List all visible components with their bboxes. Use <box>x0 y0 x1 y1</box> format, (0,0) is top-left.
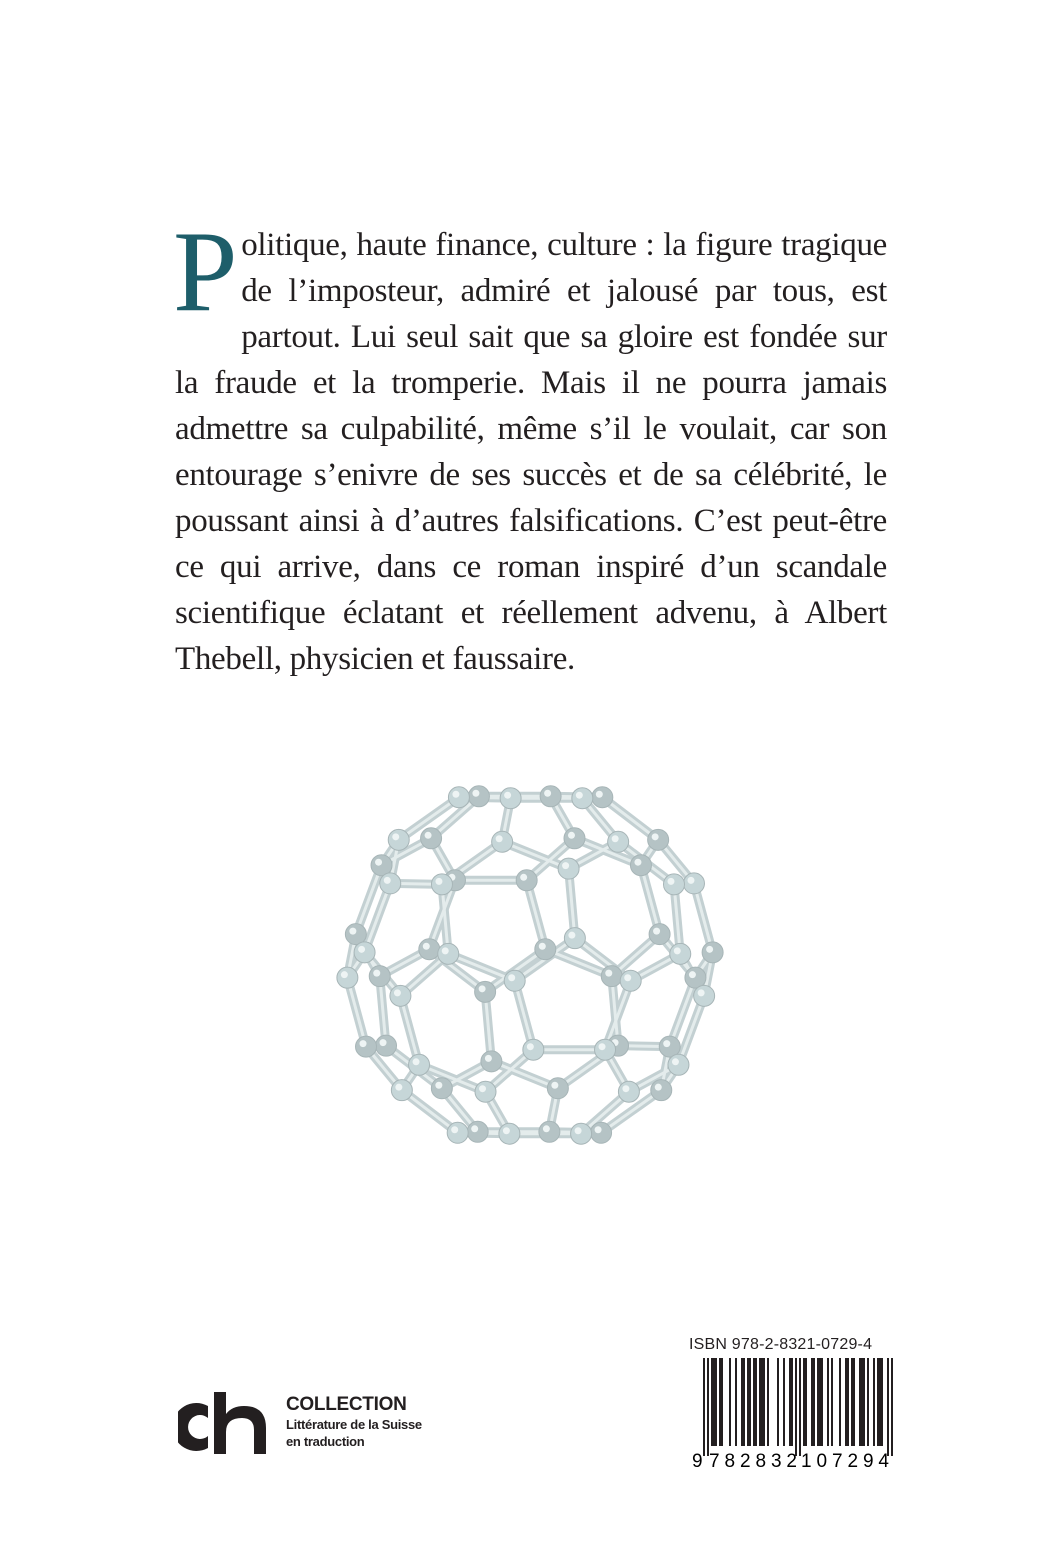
barcode-bar <box>817 1358 819 1446</box>
molecule-atom-highlight <box>479 1085 486 1092</box>
molecule-atom-highlight <box>672 1058 679 1065</box>
molecule-atom-highlight <box>655 1084 662 1091</box>
molecule-atom <box>337 967 358 988</box>
molecule-atom-highlight <box>358 946 365 953</box>
molecule-atom <box>516 870 537 891</box>
molecule-atom-highlight <box>663 1040 670 1047</box>
barcode-bar <box>759 1358 761 1446</box>
barcode-bar <box>845 1358 847 1446</box>
molecule-atom-highlight <box>341 971 348 978</box>
molecule-atom <box>608 831 629 852</box>
barcode-bar <box>721 1358 723 1446</box>
barcode-bar <box>777 1358 779 1446</box>
molecule-atom-highlight <box>543 1125 550 1132</box>
molecule-atom-highlight <box>599 1043 606 1050</box>
molecule-atom-highlight <box>360 1040 367 1047</box>
molecule-atom-highlight <box>442 947 449 954</box>
molecule-atom-highlight <box>384 877 391 884</box>
barcode-bar <box>707 1358 709 1456</box>
molecule-atom <box>448 787 469 808</box>
molecule-atom <box>468 786 489 807</box>
molecule-atom <box>547 1078 568 1099</box>
molecule-atom-highlight <box>435 1082 442 1089</box>
collection-subtitle-line-2: en traduction <box>286 1434 365 1449</box>
barcode-bar <box>891 1358 893 1456</box>
molecule-atom-highlight <box>544 790 551 797</box>
molecule-atom <box>475 981 496 1002</box>
molecule-atom <box>356 1036 377 1057</box>
molecule-atom-highlight <box>596 791 603 798</box>
molecule-atom-highlight <box>479 985 486 992</box>
barcode-bar <box>853 1358 855 1446</box>
molecule-atom-highlight <box>622 1085 629 1092</box>
barcode-bar <box>719 1358 721 1446</box>
molecule-atom <box>571 1123 592 1144</box>
back-cover-blurb <box>173 208 887 682</box>
barcode-bar <box>821 1358 823 1446</box>
molecule-atom-highlight <box>373 970 380 977</box>
molecule-atom <box>369 966 390 987</box>
molecule-atom <box>535 939 556 960</box>
barcode-bar <box>805 1358 807 1446</box>
molecule-atom <box>475 1081 496 1102</box>
publisher-logo <box>178 1392 428 1462</box>
barcode-bar <box>703 1358 705 1456</box>
barcode-bar <box>879 1358 881 1446</box>
molecule-atom <box>447 1122 468 1143</box>
molecule-atom <box>504 970 525 991</box>
molecule-atom <box>409 1054 430 1075</box>
molecule-atom-highlight <box>568 832 575 839</box>
molecule-atom-highlight <box>375 859 382 866</box>
barcode-bar <box>887 1358 889 1456</box>
molecule-atom-highlight <box>652 833 659 840</box>
isbn-barcode <box>689 1336 895 1470</box>
barcode-bar <box>831 1358 833 1446</box>
molecule-atom <box>390 985 411 1006</box>
molecule-atom <box>388 829 409 850</box>
molecule-atom <box>540 786 561 807</box>
collection-subtitle-line-1: Littérature de la Suisse <box>286 1417 422 1432</box>
molecule-atom <box>648 829 669 850</box>
barcode-bar <box>859 1358 861 1446</box>
barcode-bar <box>873 1358 875 1446</box>
barcode-bar <box>729 1358 731 1446</box>
barcode-bar <box>711 1358 713 1446</box>
collection-title: COLLECTION <box>286 1394 407 1415</box>
molecule-atom-highlight <box>551 1082 558 1089</box>
molecule-atom <box>500 788 521 809</box>
molecule-atom <box>572 788 593 809</box>
molecule-atom-highlight <box>624 974 631 981</box>
molecule-atom-highlight <box>527 1043 534 1050</box>
molecule-atom-highlight <box>689 971 696 978</box>
molecule-atom <box>481 1051 502 1072</box>
molecule-atom <box>595 1039 616 1060</box>
barcode-bar <box>713 1358 715 1446</box>
barcode-bar <box>753 1358 755 1446</box>
molecule-atom <box>421 828 442 849</box>
molecule-atom <box>649 924 670 945</box>
molecule-atom <box>523 1039 544 1060</box>
molecule-atom <box>376 1035 397 1056</box>
barcode-bar <box>763 1358 765 1446</box>
molecule-atom-highlight <box>634 859 641 866</box>
barcode-bar <box>767 1358 769 1446</box>
molecule-atom <box>668 1054 689 1075</box>
molecule-atom-highlight <box>568 932 575 939</box>
molecule-atom <box>618 1081 639 1102</box>
barcode-bar <box>789 1358 791 1446</box>
barcode-bar <box>747 1358 749 1446</box>
barcode-bar <box>799 1358 801 1456</box>
molecule-atom <box>670 943 691 964</box>
molecule-atom-highlight <box>413 1058 420 1065</box>
molecule-atom <box>431 874 452 895</box>
molecule-atom <box>431 1078 452 1099</box>
molecule-atom-highlight <box>706 946 713 953</box>
molecule-atom-highlight <box>496 835 503 842</box>
blurb-text: olitique, haute finance, culture : la figure tragique de l’imposteur, admiré et jalousé par tous, est partout. Lui seul sait que sa gloire est fondée sur la fraude et la tromperie. Mais il ne pourra jamais admettre sa culpabilité, même s’il le voulait, car son entourage s’enivre de ses succès et de sa célébrité, le poussant ainsi à d’autres falsifications. C’est peut-être ce qui arrive, dans ce roman inspiré d’un scandale scientifique éclatant et réellement advenu, à Albert Thebell, physicien et faussaire. <box>175 227 887 677</box>
molecule-atom-highlight <box>392 833 399 840</box>
molecule-atom-highlight <box>520 874 527 881</box>
molecule-atom-highlight <box>562 862 569 869</box>
fullerene-molecule-icon <box>330 765 730 1165</box>
molecule-atom-highlight <box>471 1125 478 1132</box>
molecule-atom-highlight <box>472 790 479 797</box>
barcode-bar <box>715 1358 717 1446</box>
barcode-bar <box>839 1358 841 1446</box>
barcode-bar <box>847 1358 849 1446</box>
barcode-bar <box>755 1358 757 1446</box>
molecule-atom <box>354 942 375 963</box>
barcode-left-digits: 782832 <box>709 1451 797 1470</box>
molecule-atom-highlight <box>435 878 442 885</box>
molecule-atom-highlight <box>504 792 511 799</box>
molecule-atom <box>380 873 401 894</box>
barcode-bar <box>851 1358 853 1446</box>
isbn-label: ISBN 978-2-8321-0729-4 <box>689 1336 873 1353</box>
barcode-bar <box>863 1358 865 1446</box>
molecule-atom <box>467 1121 488 1142</box>
molecule-atom <box>694 985 715 1006</box>
drop-cap: P <box>173 208 238 336</box>
molecule-atom <box>564 928 585 949</box>
barcode-bar <box>783 1358 785 1446</box>
molecule-atom <box>558 858 579 879</box>
molecule-atom-highlight <box>653 928 660 935</box>
molecule-atom-highlight <box>539 943 546 950</box>
barcode-bar <box>861 1358 863 1446</box>
molecule-atom <box>539 1121 560 1142</box>
barcode-bar <box>819 1358 821 1446</box>
molecule-atom-highlight <box>508 974 515 981</box>
barcode-bar <box>811 1358 813 1446</box>
barcode-bar <box>735 1358 737 1446</box>
molecule-atom <box>492 831 513 852</box>
molecule-atom <box>592 787 613 808</box>
molecule-atom-highlight <box>395 1084 402 1091</box>
barcode-bar <box>877 1358 879 1446</box>
molecule-atom-highlight <box>425 832 432 839</box>
molecule-atom-highlight <box>667 878 674 885</box>
molecule-atom <box>391 1080 412 1101</box>
molecule-atom-highlight <box>575 1127 582 1134</box>
molecule-atom <box>630 855 651 876</box>
barcode-bar <box>743 1358 745 1446</box>
molecule-atom-highlight <box>698 989 705 996</box>
molecule-atom <box>591 1122 612 1143</box>
barcode-first-digit: 9 <box>692 1451 703 1470</box>
molecule-atom-highlight <box>605 970 612 977</box>
molecule-atom-highlight <box>394 989 401 996</box>
molecule-atom-highlight <box>452 791 459 798</box>
barcode-bar <box>761 1358 763 1446</box>
molecule-atom <box>419 939 440 960</box>
molecule-atom-highlight <box>380 1039 387 1046</box>
barcode-bar <box>741 1358 743 1446</box>
molecule-atom-highlight <box>485 1055 492 1062</box>
molecule-atom <box>702 942 723 963</box>
molecule-atom-highlight <box>451 1126 458 1133</box>
ch-logo-mark <box>178 1392 278 1456</box>
barcode-bar <box>803 1358 805 1446</box>
molecule-atom <box>620 970 641 991</box>
barcode-right-digits: 107294 <box>801 1451 889 1470</box>
molecule-atom <box>438 943 459 964</box>
molecule-atom <box>601 966 622 987</box>
barcode-bar <box>881 1358 883 1446</box>
barcode-bar <box>813 1358 815 1446</box>
barcode-icon <box>689 1358 895 1470</box>
barcode-bar <box>867 1358 869 1446</box>
barcode-bar <box>791 1358 793 1446</box>
molecule-atom-highlight <box>674 947 681 954</box>
molecule-atom <box>683 873 704 894</box>
molecule-atom-highlight <box>423 943 430 950</box>
barcode-bar <box>827 1358 829 1446</box>
barcode-bar <box>749 1358 751 1446</box>
molecule-atom-highlight <box>349 928 356 935</box>
molecule-atom-highlight <box>612 835 619 842</box>
molecule-atom-highlight <box>595 1126 602 1133</box>
molecule-atom-highlight <box>503 1127 510 1134</box>
molecule-atom-highlight <box>576 792 583 799</box>
molecule-atom <box>663 874 684 895</box>
molecule-atom <box>499 1123 520 1144</box>
barcode-bar <box>795 1358 797 1456</box>
molecule-atom <box>564 828 585 849</box>
molecule-atom-highlight <box>687 877 694 884</box>
molecule-atom <box>651 1080 672 1101</box>
